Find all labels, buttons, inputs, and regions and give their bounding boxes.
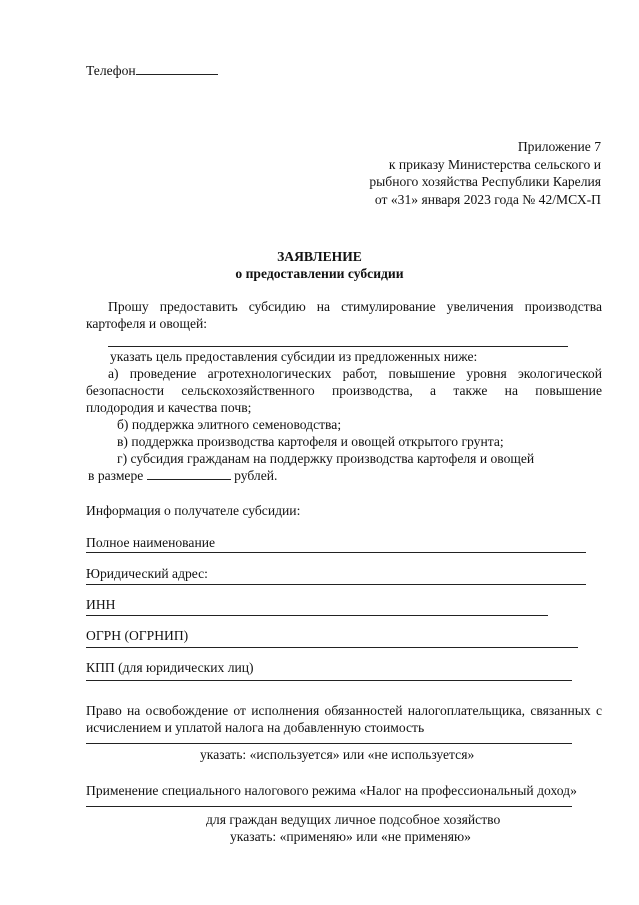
vat-line-2: исчислением и уплатой налога на добавленную стоимость bbox=[86, 720, 425, 735]
full-name-label: Полное наименование bbox=[86, 535, 216, 550]
document-subtitle: о предоставлении субсидии bbox=[235, 266, 404, 281]
phone-blank[interactable] bbox=[136, 62, 218, 75]
recipient-heading: Информация о получателе субсидии: bbox=[86, 503, 301, 518]
inn-label: ИНН bbox=[86, 597, 116, 612]
appendix-block bbox=[369, 138, 601, 208]
request-line-2: картофеля и овощей: bbox=[86, 316, 208, 331]
amount-blank[interactable] bbox=[147, 467, 231, 480]
legal-address-blank[interactable] bbox=[86, 584, 586, 585]
appendix-order-line: к приказу Министерства сельского и bbox=[388, 156, 601, 172]
appendix-number: Приложение 7 bbox=[517, 139, 601, 154]
request-line-1: Прошу предоставить субсидию на стимулирование увеличения производства bbox=[108, 299, 602, 314]
option-a-line-1: а) проведение агротехнологических работ, повышение уровня экологической bbox=[108, 366, 602, 381]
amount-line bbox=[88, 467, 277, 485]
ogrn-label: ОГРН (ОГРНИП) bbox=[86, 628, 189, 643]
option-a-line-2: безопасности сельскохозяйственного производства, а также на повышение bbox=[86, 383, 602, 398]
phone-field bbox=[86, 62, 218, 80]
option-c: в) поддержка производства картофеля и овощей открытого грунта; bbox=[117, 434, 504, 449]
option-b: б) поддержка элитного семеноводства; bbox=[117, 417, 342, 432]
purpose-hint: указать цель предоставления субсидии из предложенных ниже: bbox=[110, 349, 478, 364]
tax-regime-line: Применение специального налогового режима «Налог на профессиональный доход» bbox=[86, 783, 577, 798]
document-title: ЗАЯВЛЕНИЕ bbox=[277, 249, 362, 264]
tax-regime-blank[interactable] bbox=[86, 806, 572, 807]
option-a-line-3: плодородия и качества почв; bbox=[86, 400, 252, 415]
vat-line-1: Право на освобождение от исполнения обязанностей налогоплательщика, связанных с bbox=[86, 703, 602, 718]
inn-blank[interactable] bbox=[86, 615, 548, 616]
tax-regime-hint-2: указать: «применяю» или «не применяю» bbox=[230, 829, 471, 844]
amount-prefix: в размере bbox=[88, 468, 144, 483]
legal-address-label: Юридический адрес: bbox=[86, 566, 208, 581]
ogrn-blank[interactable] bbox=[86, 647, 578, 648]
tax-regime-hint-1: для граждан ведущих личное подсобное хозяйство bbox=[206, 812, 501, 827]
option-d: г) субсидия гражданам на поддержку производства картофеля и овощей bbox=[117, 451, 535, 466]
phone-label: Телефон bbox=[86, 63, 136, 78]
appendix-ministry-line: рыбного хозяйства Республики Карелия bbox=[369, 174, 601, 189]
vat-hint: указать: «используется» или «не используется» bbox=[200, 747, 475, 762]
kpp-blank[interactable] bbox=[86, 680, 572, 681]
appendix-date-line: от «31» января 2023 года № 42/МСХ-П bbox=[374, 191, 601, 207]
amount-suffix: рублей. bbox=[234, 468, 278, 483]
purpose-blank[interactable] bbox=[108, 346, 568, 347]
kpp-label: КПП (для юридических лиц) bbox=[86, 660, 254, 675]
vat-blank[interactable] bbox=[86, 743, 572, 744]
full-name-blank[interactable] bbox=[86, 552, 586, 553]
